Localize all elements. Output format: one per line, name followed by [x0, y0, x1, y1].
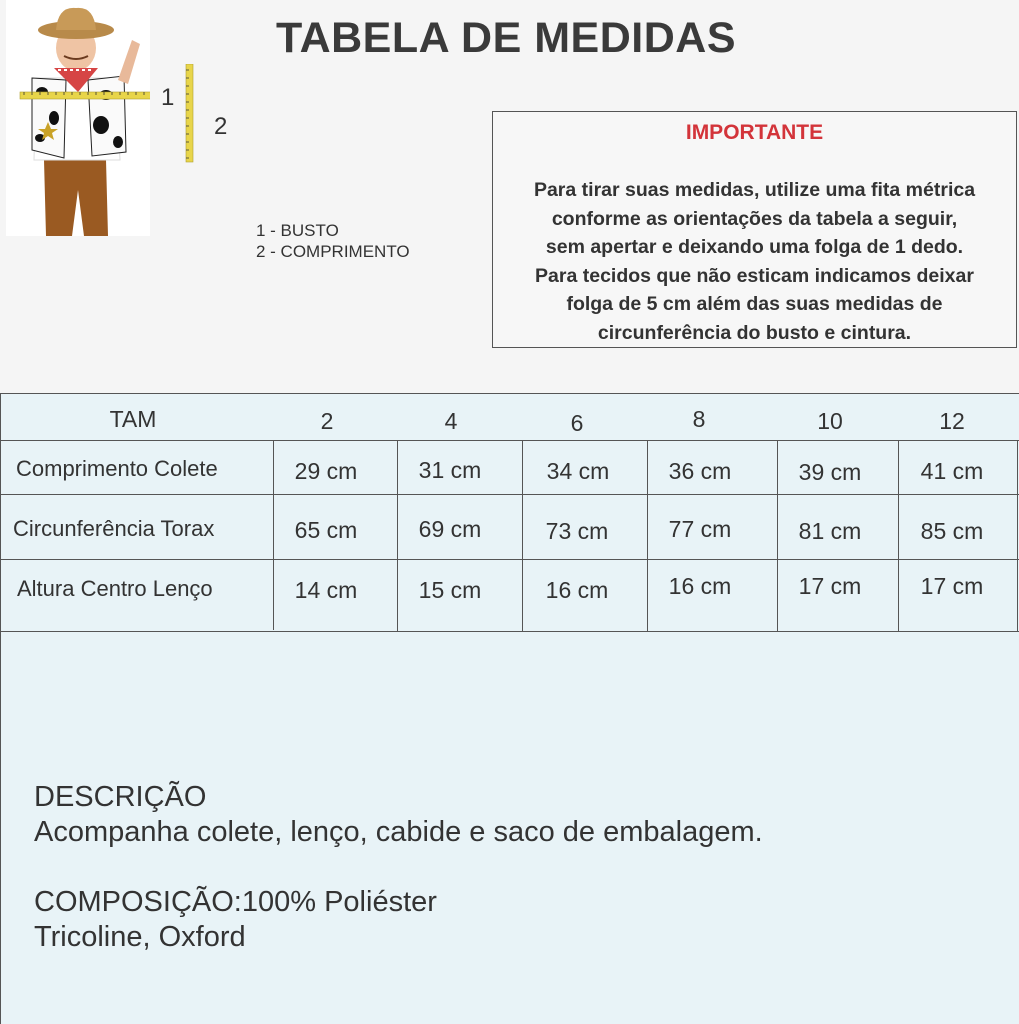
important-line: circunferência do busto e cintura. — [597, 321, 912, 344]
table-cell: 14 cm — [294, 577, 358, 603]
table-col-divider — [1017, 441, 1018, 632]
important-line: folga de 5 cm além das suas medidas de — [566, 293, 943, 315]
legend-busto: 1 - BUSTO — [256, 221, 339, 240]
description-text: Acompanha colete, lenço, cabide e saco de embalagem. — [34, 816, 763, 848]
table-header-divider — [0, 440, 1019, 441]
table-cell: 85 cm — [920, 518, 984, 544]
important-line: Para tecidos que não esticam indicamos deixar — [535, 264, 974, 287]
table-header-size: 6 — [570, 410, 584, 436]
table-bottom-border — [0, 631, 1019, 632]
legend-comprimento: 2 - COMPRIMENTO — [256, 242, 410, 261]
vertical-tape-icon — [184, 64, 196, 164]
table-cell: 17 cm — [798, 573, 862, 599]
table-cell: 73 cm — [545, 518, 609, 544]
table-col-divider — [397, 441, 398, 632]
table-cell: 16 cm — [668, 573, 732, 599]
table-cell: 36 cm — [668, 458, 732, 484]
table-header-size: 2 — [320, 408, 334, 434]
important-line: sem apertar e deixando uma folga de 1 dedo. — [545, 236, 964, 258]
table-col-divider — [273, 441, 274, 630]
table-cell: 34 cm — [546, 458, 610, 484]
table-cell: 29 cm — [294, 458, 358, 484]
table-header-size: 10 — [817, 408, 843, 434]
table-cell: 16 cm — [545, 577, 609, 603]
important-line: Para tirar suas medidas, utilize uma fita métrica — [533, 179, 976, 201]
table-cell: 39 cm — [798, 459, 862, 485]
table-cell: 65 cm — [294, 517, 358, 543]
table-col-divider — [647, 441, 648, 632]
table-header-size: 8 — [692, 406, 706, 432]
table-header-size: 12 — [939, 408, 965, 434]
fabric-text: Tricoline, Oxford — [34, 921, 246, 953]
table-row-divider — [0, 494, 1019, 495]
row-label-comprimento: Comprimento Colete — [16, 456, 218, 481]
page-title: TABELA DE MEDIDAS — [276, 14, 736, 62]
table-cell: 17 cm — [920, 573, 984, 599]
composition-text: COMPOSIÇÃO:100% Poliéster — [34, 886, 437, 918]
cowboy-child-illustration — [6, 0, 150, 236]
table-col-divider — [777, 441, 778, 632]
product-description — [34, 780, 763, 955]
table-cell: 41 cm — [920, 458, 984, 484]
important-line: conforme as orientações da tabela a seguir, — [551, 207, 958, 230]
table-row-divider — [0, 559, 1019, 560]
description-heading: DESCRIÇÃO — [34, 781, 207, 813]
marker-comprimento: 2 — [214, 113, 228, 140]
table-cell: 31 cm — [418, 457, 482, 483]
table-cell: 69 cm — [418, 516, 482, 542]
important-heading: IMPORTANTE — [685, 121, 824, 144]
table-cell: 77 cm — [668, 516, 732, 542]
marker-busto: 1 — [161, 84, 175, 111]
important-body — [493, 176, 1016, 347]
row-label-altura-lenco: Altura Centro Lenço — [17, 576, 213, 601]
table-cell: 15 cm — [418, 577, 482, 603]
table-col-divider — [522, 441, 523, 632]
table-col-divider — [898, 441, 899, 632]
product-photo — [6, 0, 150, 236]
table-cell: 81 cm — [798, 518, 862, 544]
important-notice — [492, 111, 1017, 348]
measurement-legend — [256, 220, 410, 262]
table-header-size: 4 — [444, 408, 458, 434]
table-header-tam: TAM — [109, 406, 157, 432]
row-label-circunferencia: Circunferência Torax — [13, 516, 215, 541]
